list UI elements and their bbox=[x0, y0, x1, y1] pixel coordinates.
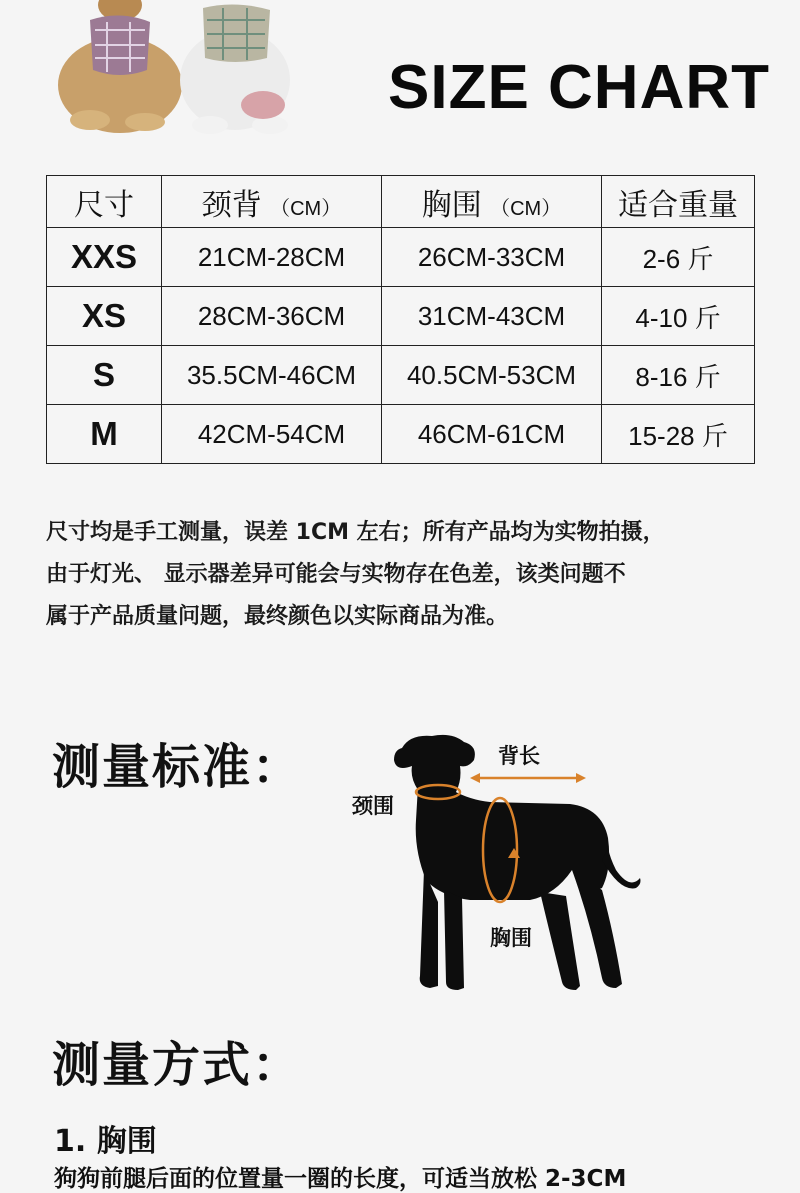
header-neck-back: 颈背 （CM） bbox=[162, 176, 382, 228]
header-chest: 胸围 （CM） bbox=[382, 176, 602, 228]
label-chest: 胸围 bbox=[490, 926, 532, 950]
header-weight: 适合重量 bbox=[602, 176, 755, 228]
step-description: 狗狗前腿后面的位置量一圈的长度，可适当放松 2-3CM bbox=[54, 1166, 627, 1192]
table-row bbox=[47, 228, 755, 287]
weight-cell: 4-10 斤 bbox=[602, 287, 755, 346]
step-title: 1. 胸围 bbox=[54, 1124, 157, 1159]
neck-back-cell: 35.5CM-46CM bbox=[162, 346, 382, 405]
disclaimer-note bbox=[46, 512, 766, 638]
chest-cell: 31CM-43CM bbox=[382, 287, 602, 346]
chest-cell: 46CM-61CM bbox=[382, 405, 602, 464]
chest-cell: 40.5CM-53CM bbox=[382, 346, 602, 405]
size-cell: XS bbox=[47, 287, 162, 346]
weight-cell: 8-16 斤 bbox=[602, 346, 755, 405]
size-cell: M bbox=[47, 405, 162, 464]
table-row bbox=[47, 405, 755, 464]
measure-standard-heading: 测量标准： bbox=[52, 739, 303, 795]
note-line: 由于灯光、 显示器差异可能会与实物存在色差，该类问题不 bbox=[46, 562, 626, 587]
measure-method-heading: 测量方式： bbox=[52, 1037, 303, 1093]
arrow-left-icon bbox=[470, 773, 480, 783]
weight-cell: 15-28 斤 bbox=[602, 405, 755, 464]
arrow-right-icon bbox=[576, 773, 586, 783]
header-size: 尺寸 bbox=[47, 176, 162, 228]
table-row bbox=[47, 346, 755, 405]
size-cell: S bbox=[47, 346, 162, 405]
size-cell: XXS bbox=[47, 228, 162, 287]
neck-back-cell: 42CM-54CM bbox=[162, 405, 382, 464]
page-title: SIZE CHART bbox=[388, 53, 770, 122]
note-line: 尺寸均是手工测量，误差 1CM 左右；所有产品均为实物拍摄， bbox=[46, 520, 665, 545]
size-table bbox=[46, 175, 755, 464]
label-back-length: 背长 bbox=[498, 744, 540, 768]
chest-cell: 26CM-33CM bbox=[382, 228, 602, 287]
weight-cell: 2-6 斤 bbox=[602, 228, 755, 287]
neck-back-cell: 21CM-28CM bbox=[162, 228, 382, 287]
neck-back-cell: 28CM-36CM bbox=[162, 287, 382, 346]
dogs-photo bbox=[35, 0, 335, 140]
label-neck: 颈围 bbox=[352, 794, 394, 818]
note-line: 属于产品质量问题，最终颜色以实际商品为准。 bbox=[46, 604, 509, 629]
table-header-row bbox=[47, 176, 755, 228]
table-row bbox=[47, 287, 755, 346]
